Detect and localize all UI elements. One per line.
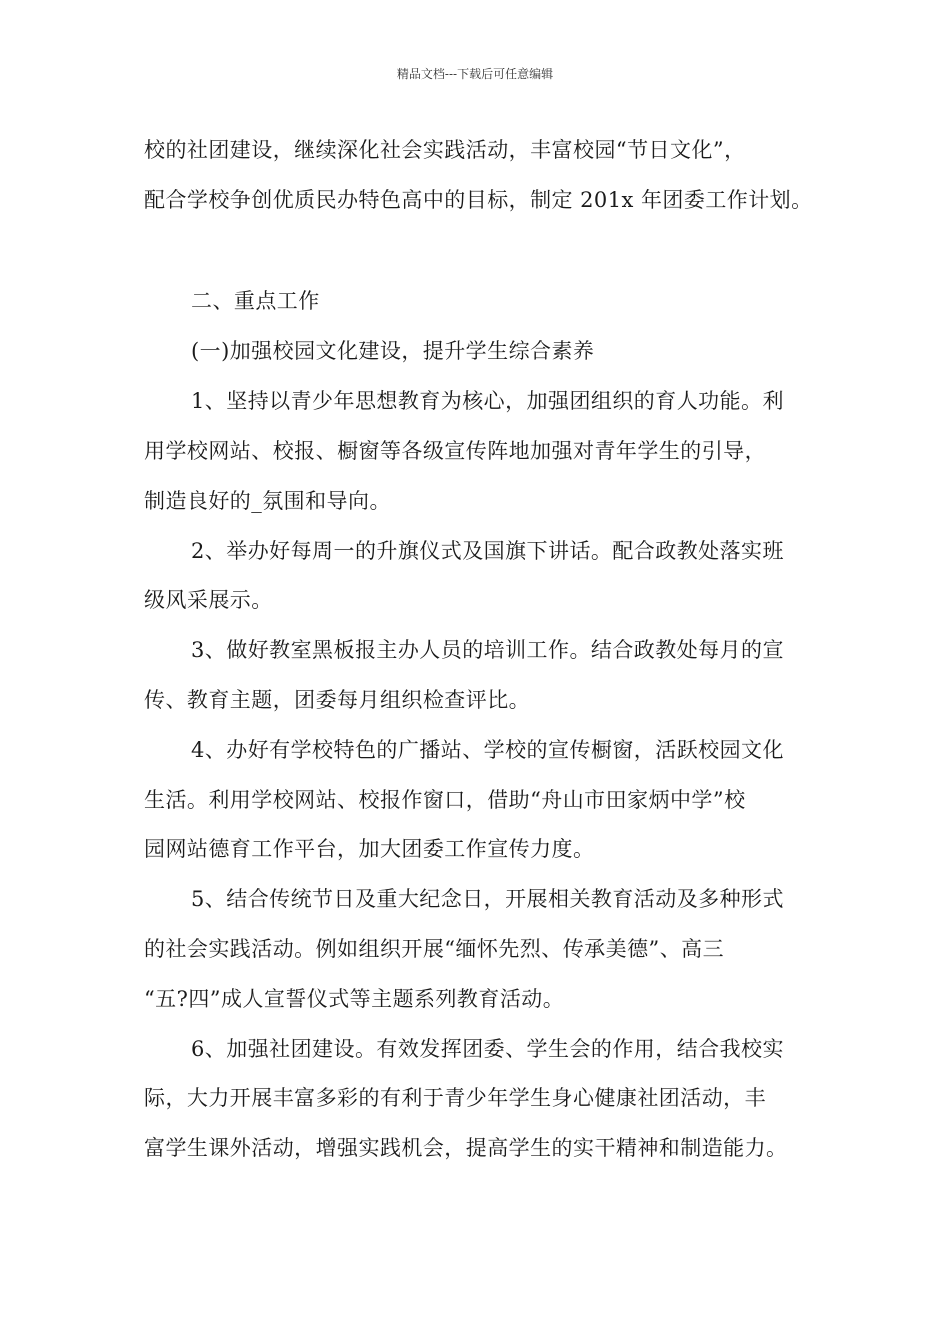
page-header: 精品文档---下载后可任意编辑 (396, 67, 554, 81)
text-line: 配合学校争创优质民办特色高中的目标，制定 201x 年团委工作计划。 (144, 188, 813, 212)
section-heading: 二、重点工作 (191, 289, 320, 313)
text-line: 1、坚持以青少年思想教育为核心，加强团组织的育人功能。利 (191, 389, 784, 413)
text-line: 级风采展示。 (144, 588, 273, 612)
text-line: 2、举办好每周一的升旗仪式及国旗下讲话。配合政教处落实班 (191, 539, 784, 563)
text-line: 园网站德育工作平台，加大团委工作宣传力度。 (144, 837, 595, 861)
text-line: 5、结合传统节日及重大纪念日，开展相关教育活动及多种形式 (191, 887, 784, 911)
text-line: 校的社团建设，继续深化社会实践活动，丰富校园“节日文化”， (144, 138, 746, 162)
text-line: 富学生课外活动，增强实践机会，提高学生的实干精神和制造能力。 (144, 1136, 788, 1160)
text-line: 6、加强社团建设。有效发挥团委、学生会的作用，结合我校实 (191, 1037, 784, 1061)
text-line: 的社会实践活动。例如组织开展“缅怀先烈、传承美德”、高三 (144, 937, 725, 961)
text-line: 3、做好教室黑板报主办人员的培训工作。结合政教处每月的宣 (191, 638, 784, 662)
subsection-heading: (一)加强校园文化建设，提升学生综合素养 (191, 339, 595, 363)
text-line: 际，大力开展丰富多彩的有利于青少年学生身心健康社团活动，丰 (144, 1086, 767, 1110)
text-line: “五?四”成人宣誓仪式等主题系列教育活动。 (144, 987, 565, 1011)
text-line: 传、教育主题，团委每月组织检查评比。 (144, 688, 531, 712)
text-line: 用学校网站、校报、橱窗等各级宣传阵地加强对青年学生的引导， (144, 439, 767, 463)
text-line: 制造良好的_氛围和导向。 (144, 489, 391, 513)
text-line: 生活。利用学校网站、校报作窗口，借助“舟山市田家炳中学”校 (144, 788, 746, 812)
text-line: 4、办好有学校特色的广播站、学校的宣传橱窗，活跃校园文化 (191, 738, 784, 762)
